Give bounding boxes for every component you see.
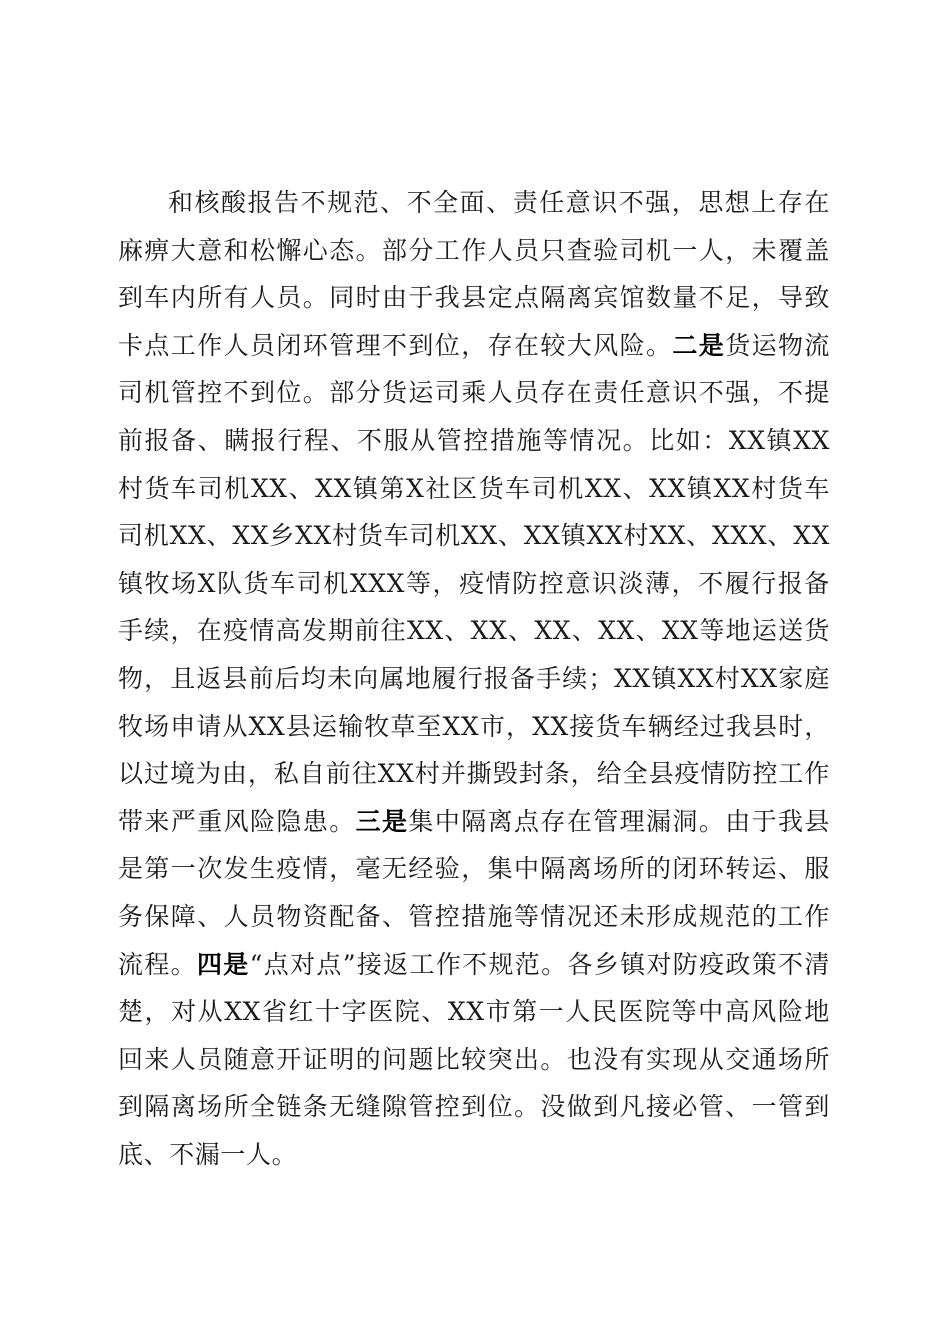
bold-label-fourth: 四是 (196, 949, 250, 979)
body-paragraph (118, 179, 830, 1178)
paragraph-text-segment: 集中隔离点存在管理漏洞。由于我县是第一次发生疫情，毫无经验，集中隔离场所的闭环转运、服务保障、人员物资配备、管控措施等情况还未形成规范的工作流程。 (118, 806, 831, 979)
bold-label-second: 二是 (672, 330, 726, 360)
paragraph-text-segment: “点对点”接返工作不规范。各乡镇对防疫政策不清楚，对从XX省红十字医院、XX市第一人民医院等中高风险地回来人员随意开证明的问题比较突出。也没有实现从交通场所到隔离场所全链条无缝隙管控到位。没做到凡接必管、一管到底、不漏一人。 (118, 949, 830, 1169)
paragraph-text-segment: 货运物流司机管控不到位。部分货运司乘人员存在责任意识不强，不提前报备、瞒报行程、不服从管控措施等情况。比如：XX镇XX村货车司机XX、XX镇第X社区货车司机XX、XX镇XX村货车司机XX、XX乡XX村货车司机XX、XX镇XX村XX、XXX、XX镇牧场X队货车司机XXX等，疫情防控意识淡薄，不履行报备手续，在疫情高发期前往XX、XX、XX、XX、XX等地运送货物，且返县前后均未向属地履行报备手续；XX镇XX村XX家庭牧场申请从XX县运输牧草至XX市，XX接货车辆经过我县时，以过境为由，私自前往XX村并撕毁封条，给全县疫情防控工作带来严重风险隐患。 (118, 330, 831, 836)
bold-label-third: 三是 (355, 806, 409, 836)
paragraph-text-segment: 和核酸报告不规范、不全面、责任意识不强，思想上存在麻痹大意和松懈心态。部分工作人员只查验司机一人，未覆盖到车内所有人员。同时由于我县定点隔离宾馆数量不足，导致卡点工作人员闭环管理不到位，存在较大风险。 (118, 188, 830, 360)
